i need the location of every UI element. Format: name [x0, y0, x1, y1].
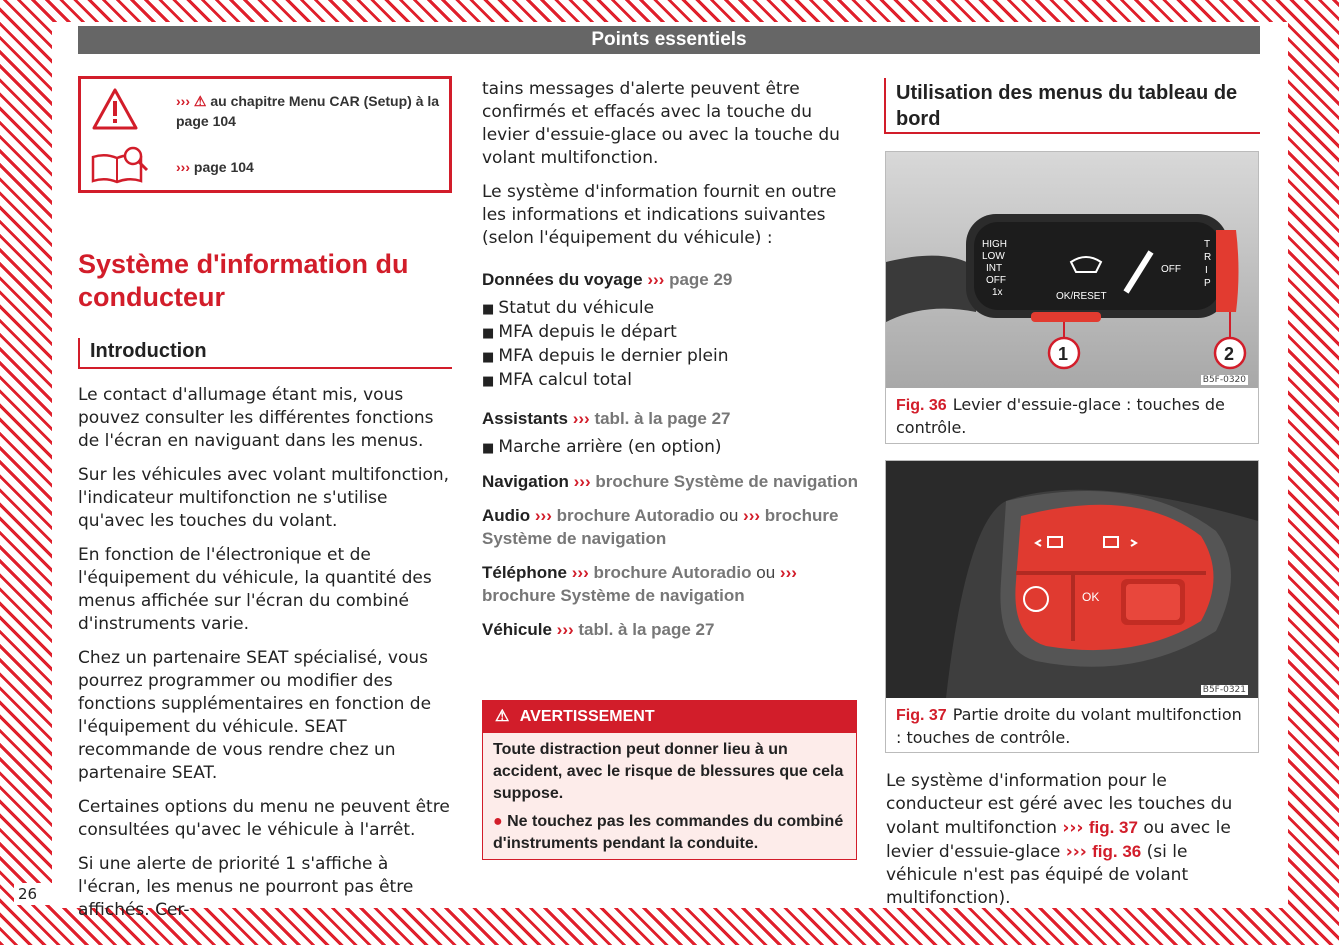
warning-icon: [91, 87, 139, 131]
link-arrow: ›››: [1062, 818, 1084, 838]
paragraph: Le contact d'allumage étant mis, vous pouvez consulter les différentes fonctions de l'écran en naviguant dans les menus.: [78, 385, 434, 451]
svg-text:INT: INT: [986, 263, 1003, 274]
svg-text:1: 1: [1058, 344, 1069, 364]
middle-column-text: [482, 78, 858, 647]
warning-bullet: ● Ne touchez pas les commandes du combiné d'instruments pendant la conduite.: [493, 813, 844, 852]
figure-code: B5F-0321: [1202, 685, 1246, 695]
section-trip-data: Données du voyage ››› page 29: [482, 270, 733, 289]
paragraph: Chez un partenaire SEAT spécialisé, vous pourrez programmer ou modifier des fonctions supplémentaires en fonction de l'équipement du véhicule. SEAT recommande de vous rendre chez un partenaire SEAT.: [78, 648, 432, 783]
list-item: ■ Marche arrière (en option): [482, 436, 858, 460]
navigation-link[interactable]: brochure Système de navigation: [595, 472, 858, 491]
assistants-link[interactable]: tabl. à la page 27: [594, 409, 731, 428]
figure-37-caption: Fig. 37 Partie droite du volant multifonction : touches de contrôle.: [896, 705, 1242, 747]
paragraph: tains messages d'alerte peuvent être confirmés et effacés avec la touche du levier d'essuie-glace ou avec la touche du volant multifonction.: [482, 79, 840, 168]
link-arrow: ›››: [573, 472, 591, 491]
telephone-link-navigation[interactable]: brochure Système de navigation: [482, 586, 745, 605]
warning-title: AVERTISSEMENT: [519, 708, 655, 725]
paragraph: Le système d'information fournit en outre les informations et indications suivantes (selon l'équipement du véhicule) :: [482, 182, 837, 248]
warning-header: [483, 701, 856, 733]
link-arrow: ›››: [556, 620, 574, 639]
trip-data-list: [482, 297, 858, 393]
audio-link-navigation[interactable]: brochure Système de navigation: [482, 506, 839, 548]
warning-body: [483, 733, 856, 855]
page-header: Points essentiels: [78, 26, 1260, 54]
svg-text:I: I: [1205, 265, 1208, 276]
link-arrow: ›››: [534, 506, 552, 525]
svg-text:OFF: OFF: [1161, 264, 1181, 275]
link-arrow: ›››: [571, 563, 589, 582]
audio-link-radio[interactable]: brochure Autoradio: [556, 506, 715, 525]
assistants-list: [482, 436, 858, 460]
fig36-link[interactable]: fig. 36: [1092, 842, 1142, 861]
page-number: 26: [14, 883, 54, 905]
book-search-icon: [89, 145, 151, 185]
page-title: Système d'information du conducteur: [78, 249, 409, 312]
vehicle-link[interactable]: tabl. à la page 27: [578, 620, 715, 639]
bullet-dot-icon: ●: [493, 813, 503, 830]
reference-chapter-text: au chapitre Menu CAR (Setup) à la page 104: [176, 93, 440, 129]
svg-text:LOW: LOW: [982, 251, 1005, 262]
svg-text:OK/RESET: OK/RESET: [1056, 291, 1107, 302]
trip-data-link[interactable]: page 29: [669, 270, 733, 289]
section-audio: Audio ››› brochure Autoradio ou ››› brochure Système de navigation: [482, 506, 839, 548]
link-arrow: ›››: [572, 409, 590, 428]
right-column-text: Le système d'information pour le conducteur est géré avec les touches du volant multifonction ››› fig. 37 ou avec le levier d'essuie-glace ››› fig. 36 (si le véhicule n'est pas équipé de volant multifonction).: [886, 771, 1233, 908]
figure-36-image: [886, 152, 1258, 388]
reference-arrow: ›››: [176, 159, 190, 175]
list-item: ■ MFA depuis le départ: [482, 321, 858, 345]
section-assistants: Assistants ››› tabl. à la page 27: [482, 409, 731, 428]
link-arrow: ›››: [743, 506, 761, 525]
paragraph: Sur les véhicules avec volant multifonction, l'indicateur multifonction ne s'utilise qu'avec les touches du volant.: [78, 465, 450, 531]
warning-icon: ⚠: [495, 708, 510, 725]
svg-text:OK: OK: [1082, 590, 1100, 604]
link-arrow: ›››: [647, 270, 665, 289]
figure-label: Fig. 36: [896, 397, 947, 414]
warning-text: Toute distraction peut donner lieu à un accident, avec le risque de blessures que cela suppose.: [493, 741, 844, 802]
list-item: ■ MFA calcul total: [482, 369, 858, 393]
wiper-lever-illustration: [886, 152, 1258, 388]
reference-chapter[interactable]: [176, 91, 441, 131]
warning-box: [482, 700, 857, 860]
small-warning-icon: ⚠: [193, 93, 207, 109]
svg-text:P: P: [1204, 278, 1211, 289]
section-heading-menus: Utilisation des menus du tableau de bord: [884, 78, 1260, 134]
svg-text:R: R: [1204, 252, 1212, 263]
figure-label: Fig. 37: [896, 707, 947, 724]
svg-text:OFF: OFF: [986, 275, 1006, 286]
paragraph: Certaines options du menu ne peuvent être consultées qu'avec le véhicule à l'arrêt.: [78, 797, 450, 840]
paragraph: En fonction de l'électronique et de l'équipement du véhicule, la quantité des menus affichée sur l'écran du combiné d'instruments varie.: [78, 545, 432, 634]
telephone-link-radio[interactable]: brochure Autoradio: [593, 563, 752, 582]
section-vehicle: Véhicule ››› tabl. à la page 27: [482, 620, 715, 639]
svg-text:2: 2: [1224, 344, 1235, 364]
link-arrow: ›››: [1065, 842, 1087, 862]
steering-wheel-buttons-illustration: [886, 461, 1258, 698]
figure-36-caption: Fig. 36 Levier d'essuie-glace : touches de contrôle.: [896, 395, 1225, 437]
reference-box: [78, 76, 452, 193]
section-heading-introduction: Introduction: [78, 338, 452, 369]
left-column-text: [78, 384, 454, 933]
fig37-link[interactable]: fig. 37: [1088, 818, 1138, 837]
section-navigation: Navigation ››› brochure Système de navigation: [482, 472, 858, 491]
section-telephone: Téléphone ››› brochure Autoradio ou ››› brochure Système de navigation: [482, 563, 797, 605]
figure-36: [885, 151, 1259, 444]
figure-37: [885, 460, 1259, 753]
list-item: ■ MFA depuis le dernier plein: [482, 345, 858, 369]
svg-text:HIGH: HIGH: [982, 239, 1007, 250]
reference-page[interactable]: [176, 157, 254, 177]
svg-text:1x: 1x: [992, 287, 1003, 298]
reference-page-text: page 104: [193, 159, 254, 175]
figure-code: B5F-0320: [1202, 375, 1246, 385]
figure-37-image: [886, 461, 1258, 698]
reference-arrow: ›››: [176, 93, 190, 109]
svg-text:T: T: [1204, 239, 1211, 250]
link-arrow: ›››: [779, 563, 797, 582]
list-item: ■ Statut du véhicule: [482, 297, 858, 321]
paragraph: Si une alerte de priorité 1 s'affiche à l'écran, les menus ne pourront pas être affichés. Cer-: [78, 854, 414, 920]
